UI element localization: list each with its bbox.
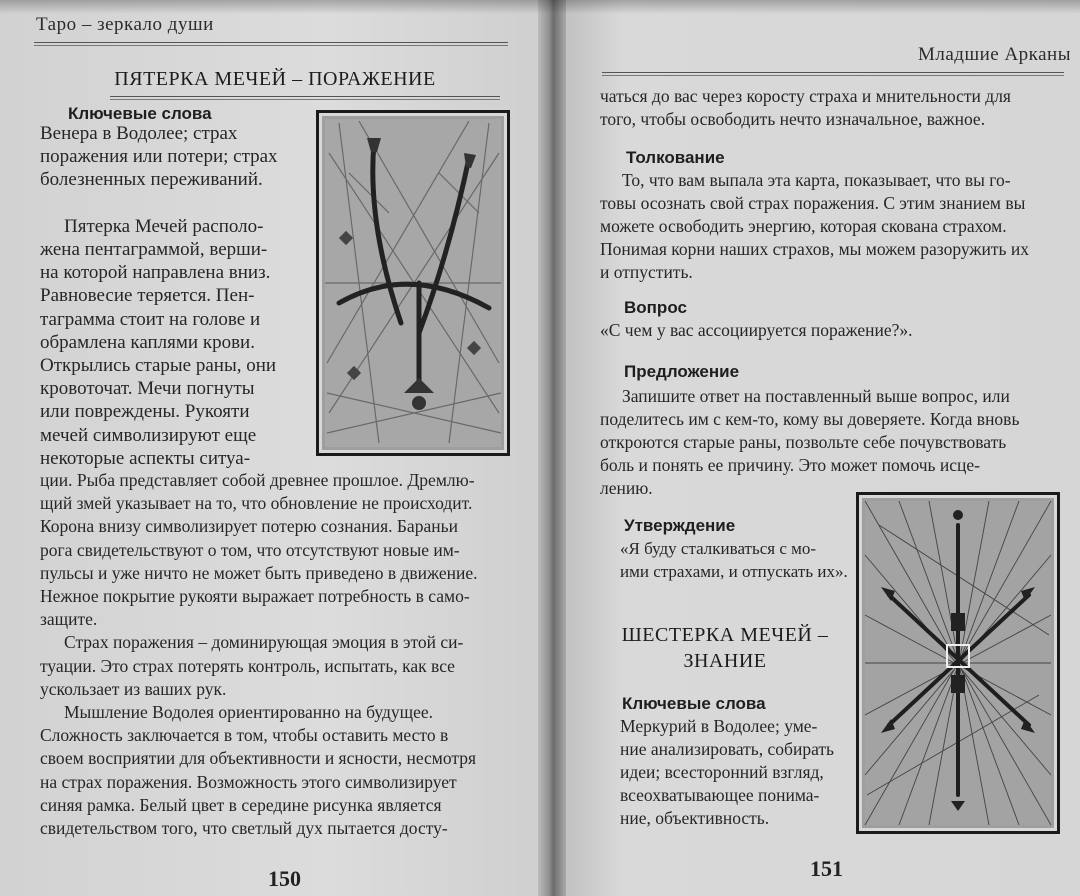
six-of-swords-illustration (859, 495, 1057, 831)
right-text-line: «Я буду сталкиваться с мо- (620, 539, 817, 558)
left-text-line: ции. Рыба представляет собой древнее прошлое. Дремлю- (40, 470, 475, 490)
card-title-six-swords-line2: ЗНАНИЕ (683, 650, 767, 672)
card-title-five-swords: ПЯТЕРКА МЕЧЕЙ – ПОРАЖЕНИЕ (114, 68, 436, 90)
left-text-line: или повреждены. Рукояти (40, 401, 250, 423)
left-text-line: Открылись старые раны, они (40, 355, 277, 376)
left-text-line: Равновесие теряется. Пен- (40, 285, 255, 307)
right-text-line: и отпустить. (600, 262, 693, 282)
left-text-line: болезненных переживаний. (40, 169, 263, 191)
five-of-swords-illustration (319, 113, 507, 453)
running-head-right: Младшие Арканы (918, 44, 1071, 65)
right-text-line: можете освободить энергию, которая скована страхом. (600, 216, 1007, 236)
keywords-heading-right: Ключевые слова (622, 694, 766, 713)
left-text-line: жена пентаграммой, верши- (40, 239, 268, 260)
top-shadow (0, 0, 1080, 14)
right-text-line: лению. (600, 478, 653, 498)
page-number-right: 151 (810, 856, 843, 881)
left-text-line: обрамлена каплями крови. (40, 331, 255, 353)
right-text-line: Меркурий в Водолее; уме- (620, 716, 818, 736)
header-rule-right (602, 72, 1064, 76)
left-text-line: таграмма стоит на голове и (40, 308, 261, 330)
left-text-line: пульсы и уже ничто не может быть приведено в движение. (40, 562, 478, 583)
right-text-line: товы осознать свой страх поражения. С этим знанием вы (600, 193, 1026, 213)
right-text-line: откроются старые раны, позвольте себе почувствовать (600, 432, 1007, 452)
right-text-line: идеи; всесторонний взгляд, (620, 762, 824, 782)
right-text-line: Запишите ответ на поставленный выше вопрос, или (622, 386, 1010, 406)
question-heading: Вопрос (624, 298, 687, 317)
running-head-left: Таро – зеркало души (36, 14, 214, 35)
suggestion-heading: Предложение (624, 362, 740, 381)
left-text-line: туации. Это страх потерять контроль, испытать, как все (40, 655, 455, 676)
right-text-line: боль и понять ее причину. Это может помочь исце- (600, 455, 980, 475)
right-text-line: всеохватывающее понима- (620, 785, 820, 805)
left-text-line: на страх поражения. Возможность этого символизирует (40, 771, 457, 792)
right-text-line: ние, объективность. (620, 808, 770, 828)
left-text-line: синяя рамка. Белый цвет в середине рисунка является (40, 794, 442, 815)
left-text-line: ускользает из ваших рук. (40, 678, 227, 699)
left-text-line: некоторые аспекты ситуа- (40, 447, 251, 469)
book-spine (538, 0, 566, 896)
left-text-line: свидетельством того, что светлый дух пытается досту- (40, 818, 448, 838)
left-text-line: своем восприятии для объективности и ясности, несмотря (40, 748, 477, 769)
left-text-line: Пятерка Мечей располо- (64, 215, 264, 237)
keywords-heading-left: Ключевые слова (68, 104, 212, 123)
right-text-line: «С чем у вас ассоциируется поражение?». (600, 320, 913, 340)
card-image-five-of-swords (316, 110, 510, 456)
left-text-line: рога свидетельствуют о том, что отсутствуют новые им- (40, 539, 460, 560)
left-text-line: Сложность заключается в том, чтобы оставить место в (40, 725, 449, 746)
right-text-line: того, чтобы освободить нечто изначальное, важное. (600, 109, 986, 129)
card-image-six-of-swords (856, 492, 1060, 834)
left-text-line: Страх поражения – доминирующая эмоция в этой си- (64, 632, 464, 653)
left-text-line: мечей символизируют еще (40, 424, 257, 446)
left-text-line: Мышление Водолея ориентированно на будущее. (64, 702, 434, 722)
left-text-line: щий змей указывает на то, что обновление не происходит. (40, 493, 473, 514)
affirmation-heading: Утверждение (624, 516, 736, 535)
right-text-line: ими страхами, и отпускать их». (620, 562, 848, 581)
right-text-line: Понимая корни наших страхов, мы можем разоружить их (600, 239, 1029, 259)
right-text-line: чаться до вас через коросту страха и мнительности для (600, 86, 1011, 106)
left-text-line: кровоточат. Мечи погнуты (40, 378, 255, 400)
page-number-left: 150 (268, 866, 301, 891)
left-text-line: на которой направлена вниз. (40, 262, 271, 284)
right-text-line: ние анализировать, собирать (620, 739, 835, 759)
header-rule-left (34, 42, 508, 46)
right-text-line: поделитесь им с кем-то, кому вы доверяете. Когда вновь (600, 409, 1020, 429)
interpretation-heading: Толкование (626, 148, 725, 167)
left-text-line: Венера в Водолее; страх (40, 123, 238, 144)
left-text-line: Нежное покрытие рукояти выражает потребность в само- (40, 586, 470, 606)
left-text-line: поражения или потери; страх (40, 146, 278, 168)
left-text-line: Корона внизу символизирует потерю сознания. Бараньи (40, 516, 458, 537)
card-title-six-swords-line1: ШЕСТЕРКА МЕЧЕЙ – (621, 624, 829, 646)
right-text-line: То, что вам выпала эта карта, показывает, что вы го- (622, 170, 1011, 190)
title-rule-left (110, 96, 500, 100)
left-text-line: защите. (40, 609, 98, 630)
